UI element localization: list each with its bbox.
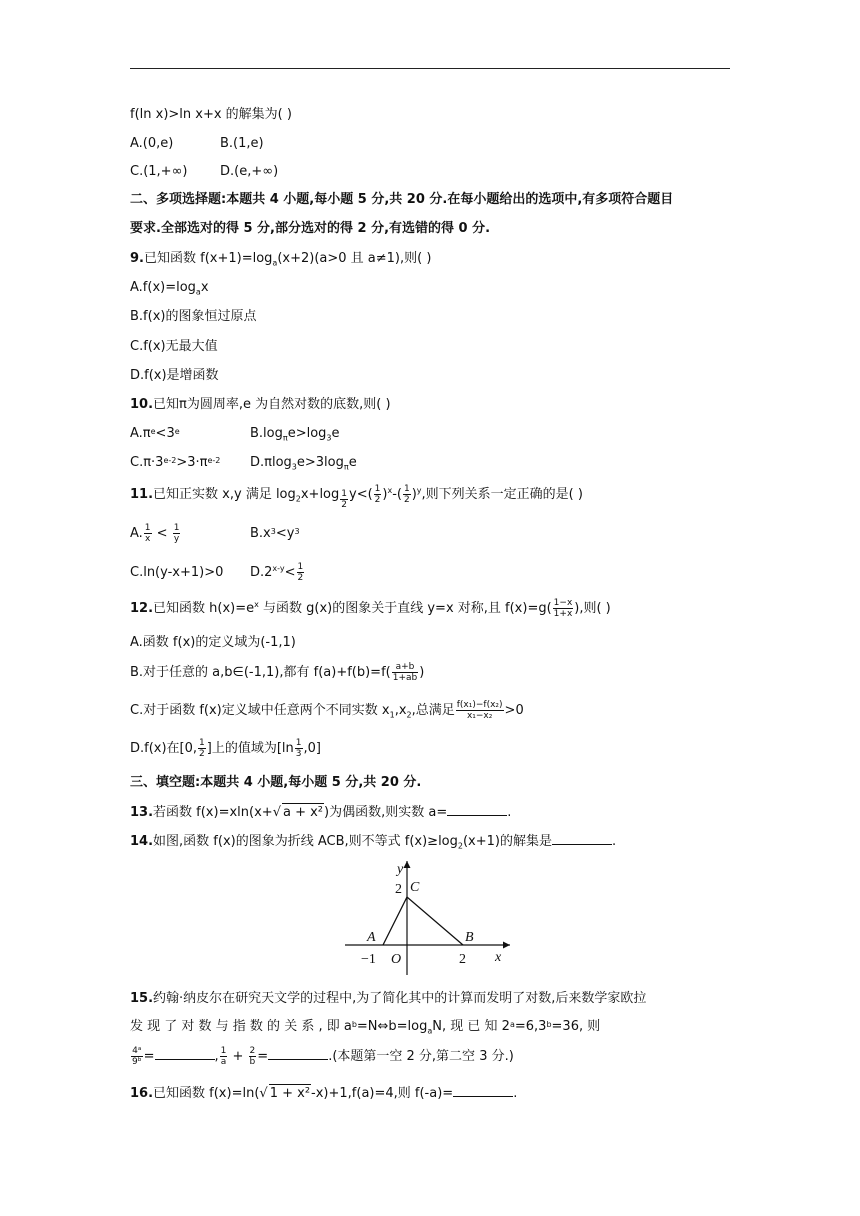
q14-stem: 14.如图,函数 f(x)的图象为折线 ACB,则不等式 $f(x)\ge\log_2(x+1)$的解集是 .: [130, 834, 617, 851]
q11-option-a: A. $\frac{1}{x}$ < $\frac{1}{y}$: [130, 523, 180, 544]
section3-heading: 三、填空题:本题共 4 小题,每小题 5 分,共 20 分.: [130, 775, 422, 790]
y-axis-label: y: [397, 862, 404, 877]
q16-answer-blank[interactable]: [453, 1084, 513, 1097]
header-rule: [130, 68, 730, 69]
half-fraction: 1 2: [341, 488, 347, 510]
q12-option-d: D.f(x)在[0, $\frac{1}{2}$ ]上的值域为[ln $\frac{1}{3}$ ,0]: [130, 738, 321, 759]
x-tick-2: 2: [459, 952, 466, 967]
q15-line1: 15.约翰·纳皮尔在研究天文学的过程中,为了简化其中的计算而发明了对数,后来数学家欧拉: [130, 991, 647, 1006]
q14-answer-blank[interactable]: [552, 832, 612, 845]
q15-line2: 发 现 了 对 数 与 指 数 的 关 系 , 即 $a^b=N\Leftrightarrow b=\log_aN$, 现 已 知 $2^a=6,3^b=36$, 则: [130, 1019, 601, 1036]
q12-option-c: C.对于函数 f(x)定义域中任意两个不同实数 $x_1,x_2$,总满足 $\frac{\text{f(x₁)−f(x₂)}}{\text{x₁−x₂}}$ >0: [130, 700, 524, 721]
point-c-label: C: [410, 880, 420, 895]
q15-line3: $\frac{\text{4ᵃ}}{\text{9ᵇ}}$ = , $\frac{1}{a}$ + $\frac{2}{b}$ = .(本题第一空 2 分,第二空 3 分.): [132, 1046, 514, 1067]
q13-answer-blank[interactable]: [447, 803, 507, 816]
q15-blank-1[interactable]: [155, 1047, 215, 1060]
q10-option-a: $A.\pi^e<3^e$: [130, 426, 180, 441]
q11-options-ab: [130, 523, 300, 544]
q8-stem: f(ln x)>ln x+x 的解集为( ): [130, 107, 292, 122]
q11-stem: 11.已知正实数 x,y 满足 $\log_2x+\log$ $_{\frac{1}{2}}$ y<( $\frac{1}{2}$ )$^x$-( $\frac{1}{2}$ )$^y$,则下列关系一定正确的是( ): [130, 484, 583, 510]
x-axis-label: x: [495, 950, 502, 965]
q8-options-cd: [130, 163, 278, 180]
q9-option-a: $A.f(x)=\log_ax$: [130, 280, 209, 297]
q9-stem: 9.已知函数 $f(x+1)=\log_a(x+2)(a>0$ 且 a≠1),则( ): [130, 251, 432, 268]
q11-option-d: $D.2^{x-y}<$ $\frac{1}{2}$: [250, 562, 304, 583]
x-tick-neg1: −1: [361, 952, 376, 967]
y-tick-2: 2: [395, 882, 402, 897]
q10-option-d: $D.\pi\log_3e>3\log_\pi e$: [250, 455, 357, 472]
q10-options-ab: [130, 425, 340, 447]
q10-stem: 10.已知π为圆周率,e 为自然对数的底数,则( ): [130, 397, 391, 412]
q10-option-b: $B.\log_\pi e>\log_3e$: [250, 426, 340, 443]
q12-stem: 12.已知函数 $h(x)=e^x$ 与函数 g(x)的图象关于直线 y=x 对称,且 f(x)=g( $\frac{1-x}{1+x}$ ),则( ): [130, 598, 611, 619]
q13-stem: 13.若函数 f(x)=xln(x+√ a + x²)为偶函数,则实数 a= .: [130, 805, 512, 820]
q10-option-c: $C.\pi\cdot 3^{e-2}>3\cdot\pi^{e-2}$: [130, 455, 221, 470]
q15-blank-2[interactable]: [268, 1047, 328, 1060]
q8-option-d: D.(e,+∞): [220, 164, 279, 179]
q11-option-c: C.ln(y-x+1)>0: [130, 565, 224, 580]
point-a-label: A: [367, 930, 376, 945]
q8-option-a: A.(0,e): [130, 136, 174, 151]
q9-option-b: B.f(x)的图象恒过原点: [130, 309, 257, 324]
q14-graph: [345, 855, 515, 980]
q9-option-d: D.f(x)是增函数: [130, 368, 219, 383]
q12-option-b: B.对于任意的 a,b∈(-1,1),都有 f(a)+f(b)=f( $\frac{a+b}{1+ab}$ ): [130, 662, 425, 683]
q10-options-cd: [130, 454, 357, 476]
point-b-label: B: [465, 930, 474, 945]
origin-label: O: [391, 952, 402, 967]
q11-options-cd: [130, 562, 305, 583]
q8-option-c: C.(1,+∞): [130, 164, 188, 179]
section2-heading-cont: 要求.全部选对的得 5 分,部分选对的得 2 分,有选错的得 0 分.: [130, 221, 491, 236]
q16-stem: 16.已知函数 f(x)=ln(√ 1 + x²-x)+1,f(a)=4,则 f(-a)= .: [130, 1086, 518, 1101]
q8-options-ab: [130, 135, 264, 152]
q11-option-b: $B.x^3<y^3$: [250, 526, 300, 541]
section2-heading: 二、多项选择题:本题共 4 小题,每小题 5 分,共 20 分.在每小题给出的选项中,有多项符合题目: [130, 192, 674, 207]
polyline-acb: [383, 897, 463, 945]
q8-option-b: B.(1,e): [220, 136, 264, 151]
q9-option-c: C.f(x)无最大值: [130, 339, 218, 354]
q12-option-a: A.函数 f(x)的定义域为(-1,1): [130, 635, 296, 650]
